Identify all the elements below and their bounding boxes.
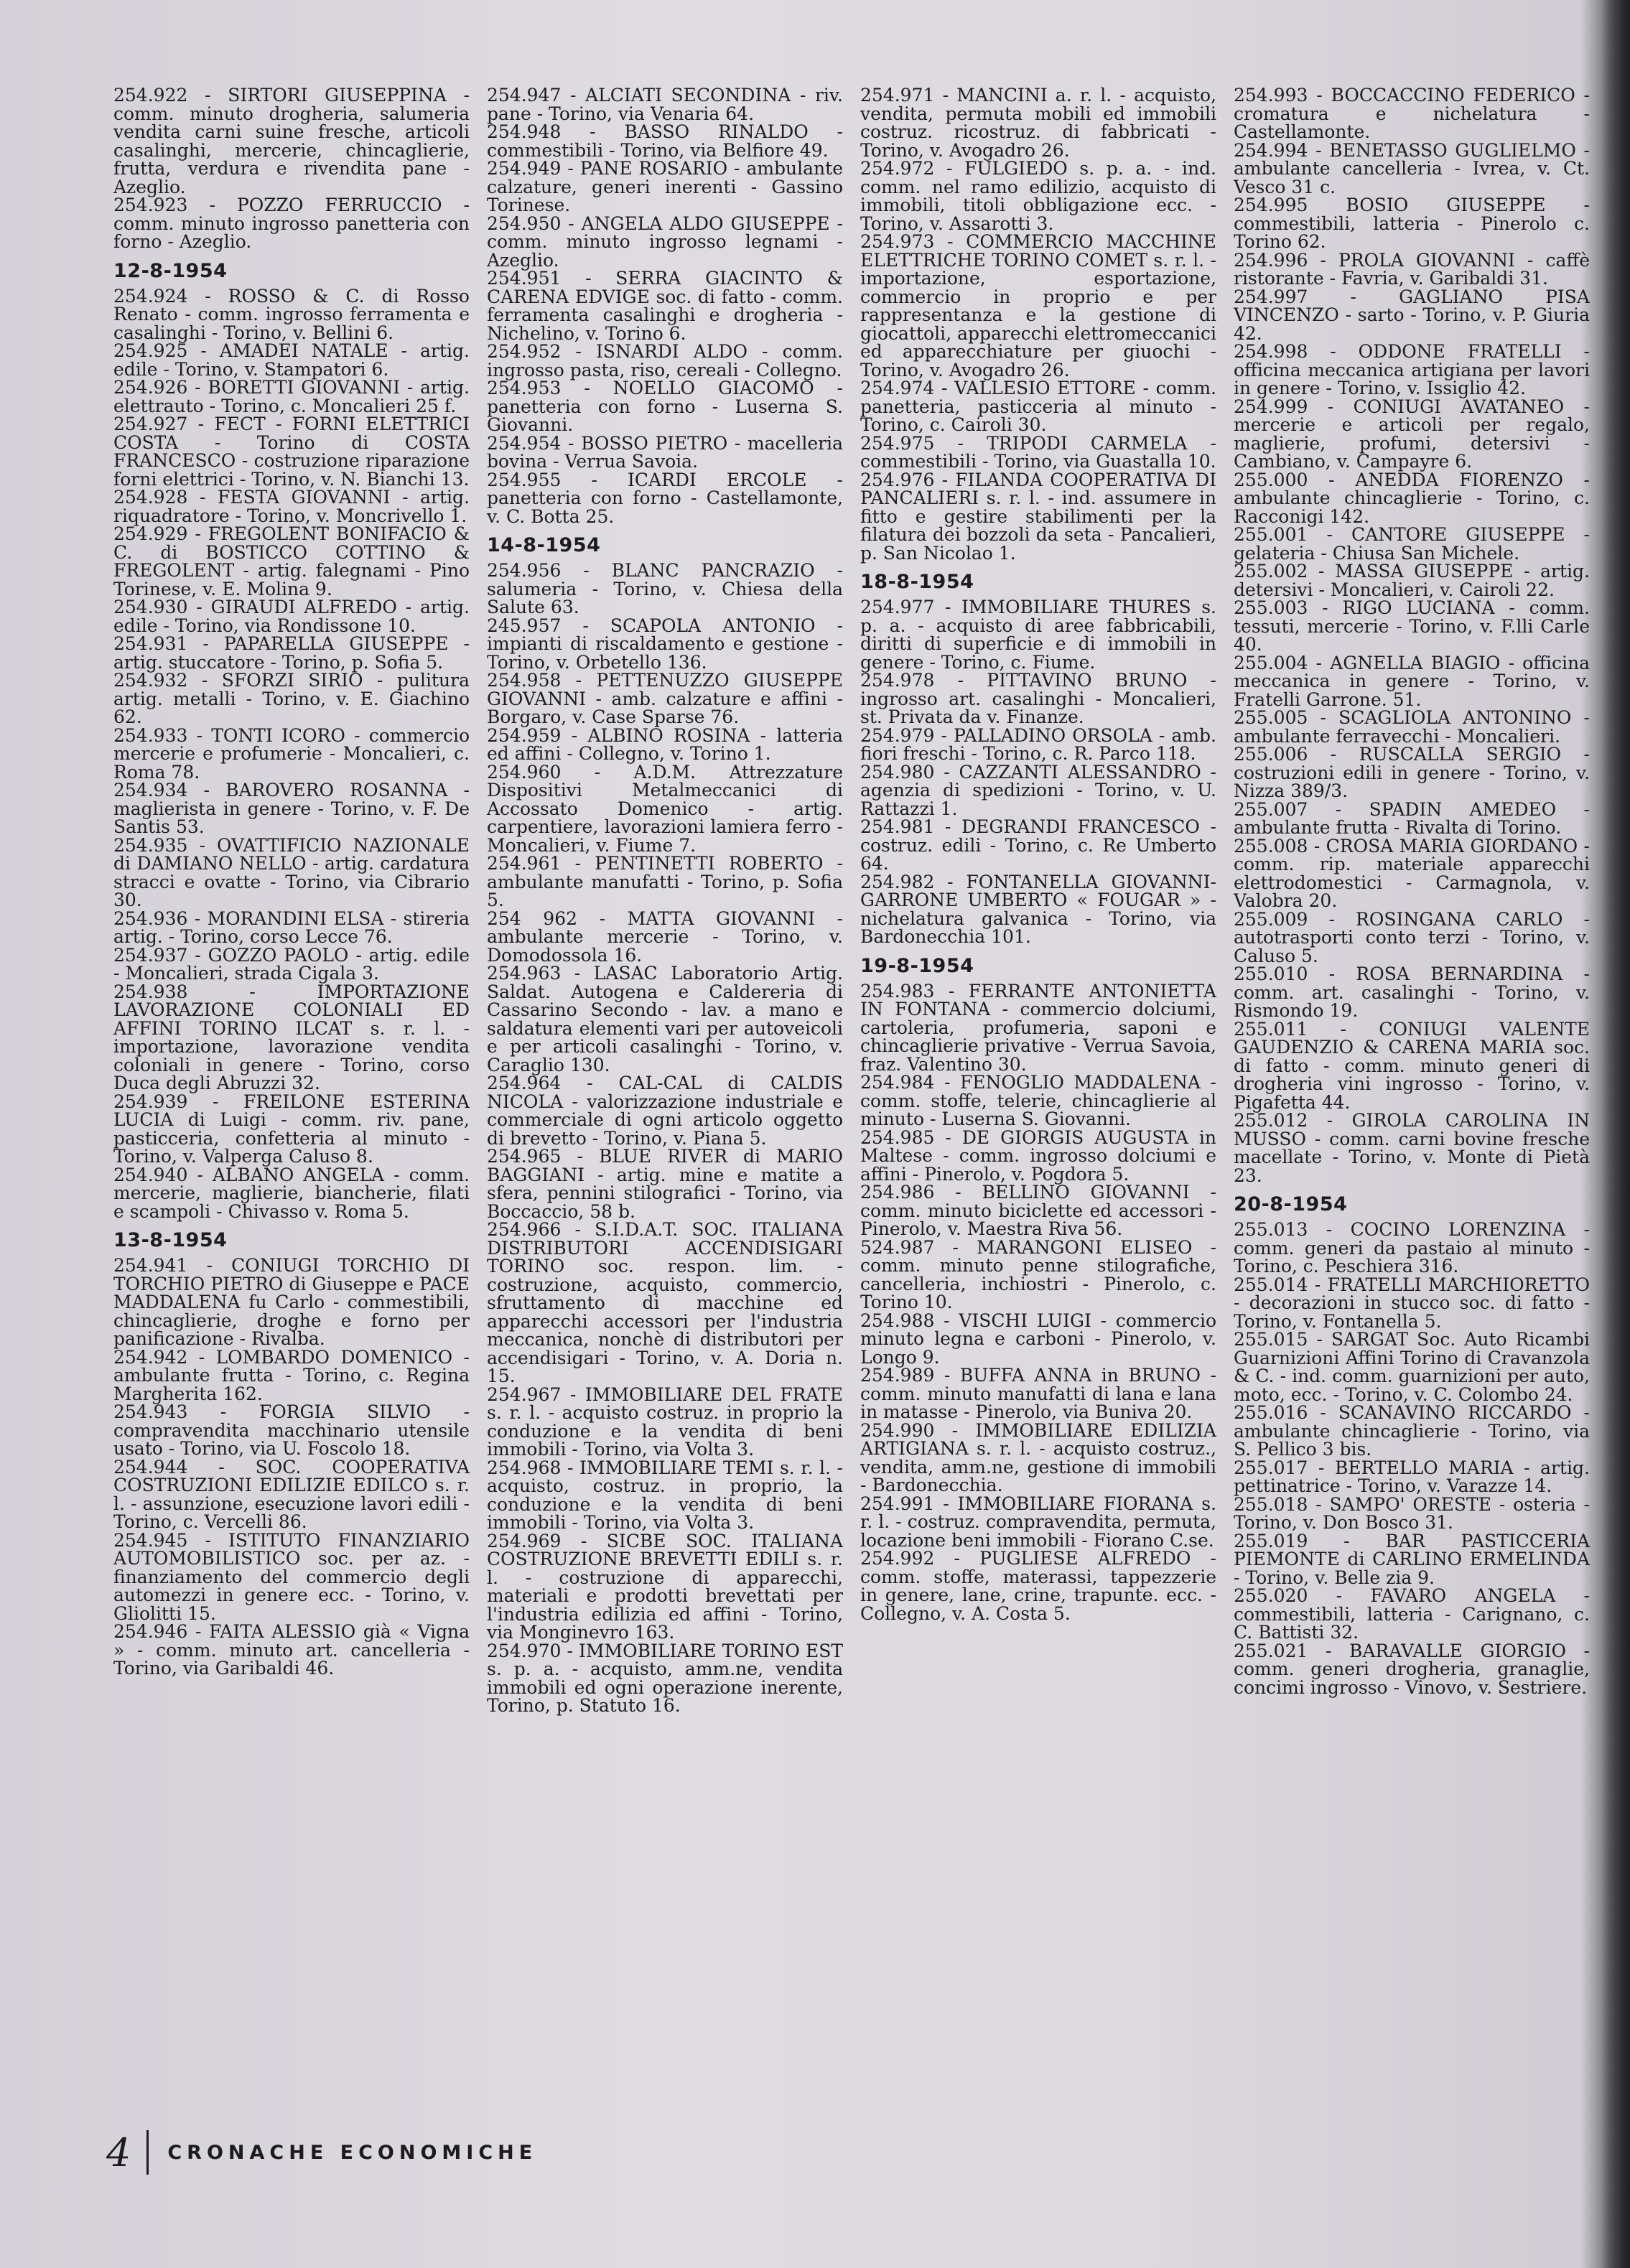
registry-entry: 254.942 - LOMBARDO DOMENICO - ambulante frutta - Torino, c. Regina Margherita 162. [113, 1346, 470, 1404]
registry-entry: 255.016 - SCANAVINO RICCARDO - ambulante chincaglierie - Torino, via S. Pellico 3 bis. [1234, 1402, 1590, 1460]
registry-entry: 254.941 - CONIUGI TORCHIO DI TORCHIO PIETRO di Giuseppe e PACE MADDALENA fu Carlo - commestibili, chincaglierie, droghe e forno per panificazione - Rivalba. [113, 1255, 470, 1349]
registry-entry: 254.958 - PETTENUZZO GIUSEPPE GIOVANNI - amb. calzature e affini - Borgaro, v. Case Sparse 76. [487, 670, 843, 727]
registry-entry: 524.987 - MARANGONI ELISEO - comm. minuto penne stilografiche, cancelleria, inchiostri - Pinerolo, c. Torino 10. [860, 1236, 1216, 1312]
date-heading: 20-8-1954 [1234, 1193, 1348, 1215]
registry-entry: 254.929 - FREGOLENT BONIFACIO & C. di BOSTICCO COTTINO & FREGOLENT - artig. falegnami - Pino Torinese, v. E. Molina 9. [113, 523, 470, 599]
registry-entry: 254.937 - GOZZO PAOLO - artig. edile - Moncalieri, strada Cigala 3. [113, 944, 470, 984]
registry-entry: 255.017 - BERTELLO MARIA - artig. pettinatrice - Torino, v. Varazze 14. [1234, 1457, 1590, 1496]
date-heading: 14-8-1954 [487, 534, 601, 556]
registry-entry: 254.977 - IMMOBILIARE THURES s. p. a. - acquisto di aree fabbricabili, diritti di superficie e di immobili in genere - Torino, c. Fiume. [860, 597, 1216, 673]
registry-entry: 254.923 - POZZO FERRUCCIO - comm. minuto ingrosso panetteria con forno - Azeglio. [113, 195, 470, 252]
registry-entry: 254.960 - A.D.M. Attrezzature Dispositivi Metalmeccanici di Accossato Domenico - artig. carpentiere, lavorazioni lamiera ferro - Moncalieri, v. Fiume 7. [487, 761, 843, 856]
date-heading: 12-8-1954 [113, 259, 228, 282]
registry-entry: 255.008 - CROSA MARIA GIORDANO - comm. rip. materiale apparecchi elettrodomestici - Carmagnola, v. Valobra 20. [1234, 835, 1590, 911]
registry-entry: 254.945 - ISTITUTO FINANZIARIO AUTOMOBILISTICO soc. per az. - finanziamento del commercio degli automezzi in genere ecc. - Torino, v. Gliolitti 15. [113, 1529, 470, 1624]
registry-entry: 255.015 - SARGAT Soc. Auto Ricambi Guarnizioni Affini Torino di Cravanzola & C. - ind. comm. guarnizioni per auto, moto, ecc. - Torino, v. C. Colombo 24. [1234, 1329, 1590, 1405]
registry-entry: 255.009 - ROSINGANA CARLO - autotrasporti conto terzi - Torino, v. Caluso 5. [1234, 908, 1590, 966]
registry-entry: 254.927 - FECT - FORNI ELETTRICI COSTA - Torino di COSTA FRANCESCO - costruzione riparazione forni elettrici - Torino, v. N. Bianchi 13. [113, 414, 470, 490]
registry-entry: 255.001 - CANTORE GIUSEPPE - gelateria - Chiusa San Michele. [1234, 524, 1590, 564]
footer-divider [146, 2130, 149, 2175]
registry-entry: 255.018 - SAMPO' ORESTE - osteria - Torino, v. Don Bosco 31. [1234, 1493, 1590, 1533]
registry-entry: 254.999 - CONIUGI AVATANEO - mercerie e articoli per regalo, maglierie, profumi, detersivi - Cambiano, v. Campayre 6. [1234, 396, 1590, 472]
registry-entry: 254.983 - FERRANTE ANTONIETTA IN FONTANA - commercio dolciumi, cartoleria, profumeria, saponi e chincaglierie privative - Verrua Savoia, fraz. Valentino 30. [860, 980, 1216, 1075]
registry-entry: 254.953 - NOELLO GIACOMO - panetteria con forno - Luserna S. Giovanni. [487, 378, 843, 435]
registry-entry: 254.998 - ODDONE FRATELLI - officina meccanica artigiana per lavori in genere - Torino, v. Issiglio 42. [1234, 341, 1590, 398]
registry-entry: 254.949 - PANE ROSARIO - ambulante calzature, generi inerenti - Gassino Torinese. [487, 158, 843, 215]
registry-entry: 254.980 - CAZZANTI ALESSANDRO - agenzia di spedizioni - Torino, v. U. Rattazzi 1. [860, 761, 1216, 819]
registry-entry: 255.000 - ANEDDA FIORENZO - ambulante chincaglierie - Torino, c. Racconigi 142. [1234, 469, 1590, 527]
page-number: 4 [106, 2129, 131, 2175]
registry-entry: 254.997 - GAGLIANO PISA VINCENZO - sarto - Torino, v. P. Giuria 42. [1234, 286, 1590, 344]
registry-entry: 254.974 - VALLESIO ETTORE - comm. panetteria, pasticceria al minuto - Torino, c. Cairoli 30. [860, 378, 1216, 435]
registry-entry: 254.944 - SOC. COOPERATIVA COSTRUZIONI EDILIZIE EDILCO s. r. l. - assunzione, esecuzione lavori edili - Torino, c. Vercelli 86. [113, 1456, 470, 1532]
registry-entry: 254.947 - ALCIATI SECONDINA - riv. pane - Torino, via Venaria 64. [487, 86, 843, 124]
binding-shadow [1601, 0, 1630, 2268]
registry-entry: 254.943 - FORGIA SILVIO - compravendita macchinario utensile usato - Torino, via U. Foscolo 18. [113, 1401, 470, 1459]
registry-entry: 254.992 - PUGLIESE ALFREDO - comm. stoffe, materassi, tappezzerie in genere, lane, crine, trapunte. ecc. - Collegno, v. A. Costa 5. [860, 1548, 1216, 1624]
registry-entry: 254.963 - LASAC Laboratorio Artig. Saldat. Autogena e Caldereria di Cassarino Secondo - lav. a mano e saldatura elementi vari per autoveicoli e per articoli casalinghi - Torino, v. Caraglio 130. [487, 963, 843, 1075]
registry-entry: 254.952 - ISNARDI ALDO - comm. ingrosso pasta, riso, cereali - Collegno. [487, 341, 843, 381]
registry-entry: 254.948 - BASSO RINALDO - commestibili - Torino, via Belfiore 49. [487, 121, 843, 161]
registry-entry: 255.006 - RUSCALLA SERGIO - costruzioni edili in genere - Torino, v. Nizza 389/3. [1234, 744, 1590, 801]
registry-entry: 254.972 - FULGIEDO s. p. a. - ind. comm. nel ramo edilizio, acquisto di immobili, titoli obbligazione ecc. - Torino, v. Assarotti 3. [860, 158, 1216, 234]
registry-entry: 255.007 - SPADIN AMEDEO - ambulante frutta - Rivalta di Torino. [1234, 798, 1590, 838]
registry-entry: 254.928 - FESTA GIOVANNI - artig. riquadratore - Torino, v. Moncrivello 1. [113, 487, 470, 526]
registry-entry: 255.004 - AGNELLA BIAGIO - officina meccanica in genere - Torino, v. Fratelli Garrone. 51. [1234, 652, 1590, 710]
registry-entry: 254.924 - ROSSO & C. di Rosso Renato - comm. ingrosso ferramenta e casalinghi - Torino, v. Bellini 6. [113, 285, 470, 343]
date-heading: 18-8-1954 [860, 571, 974, 593]
registry-entry: 254.925 - AMADEI NATALE - artig. edile - Torino, v. Stampatori 6. [113, 340, 470, 380]
registry-entry: 254 962 - MATTA GIOVANNI - ambulante mercerie - Torino, v. Domodossola 16. [487, 907, 843, 966]
registry-entry: 254.973 - COMMERCIO MACCHINE ELETTRICHE TORINO COMET s. r. l. - importazione, esportazione, commercio in proprio e per rappresentanza e la gestione di giocattoli, apparecchi elettromeccanici ed apparecchiature per giuochi - Torino, v. Avogadro 26. [860, 231, 1216, 381]
registry-entry: 254.991 - IMMOBILIARE FIORANA s. r. l. - costruz. compravendita, permuta, locazione beni immobili - Fiorano C.se. [860, 1493, 1216, 1551]
registry-entry: 254.965 - BLUE RIVER di MARIO BAGGIANI - artig. mine e matite a sfera, pennini stilografici - Torino, via Boccaccio, 58 b. [487, 1146, 843, 1222]
registry-entry: 254.976 - FILANDA COOPERATIVA DI PANCALIERI s. r. l. - ind. assumere in fitto e gestire stabilimenti per la filatura dei bozzoli da seta - Pancalieri, p. San Nicolao 1. [860, 469, 1216, 564]
registry-entry: 254.982 - FONTANELLA GIOVANNI-GARRONE UMBERTO « FOUGAR » - nichelatura galvanica - Torino, via Bardonecchia 101. [860, 871, 1216, 947]
registry-entry: 255.003 - RIGO LUCIANA - comm. tessuti, mercerie - Torino, v. F.lli Carle 40. [1234, 597, 1590, 655]
registry-entry: 254.951 - SERRA GIACINTO & CARENA EDVIGE soc. di fatto - comm. ferramenta casalinghi e drogheria - Nichelino, v. Torino 6. [487, 268, 843, 344]
registry-entry: 254.934 - BAROVERO ROSANNA - maglierista in genere - Torino, v. F. De Santis 53. [113, 780, 470, 837]
publication-title: CRONACHE ECONOMICHE [167, 2141, 538, 2164]
column-1 [105, 86, 478, 2096]
registry-entry: 254.985 - DE GIORGIS AUGUSTA in Maltese - comm. ingrosso dolciumi e affini - Pinerolo, v. Pogdora 5. [860, 1126, 1216, 1185]
registry-entry: 255.002 - MASSA GIUSEPPE - artig. detersivi - Moncalieri, v. Cairoli 22. [1234, 561, 1590, 600]
registry-entry: 254.931 - PAPARELLA GIUSEPPE - artig. stuccatore - Torino, p. Sofia 5. [113, 633, 470, 673]
registry-entry: 254.930 - GIRAUDI ALFREDO - artig. edile - Torino, via Rondissone 10. [113, 597, 470, 636]
registry-entry: 254.956 - BLANC PANCRAZIO - salumeria - Torino, v. Chiesa della Salute 63. [487, 560, 843, 617]
registry-entry: 255.013 - COCINO LORENZINA - comm. generi da pastaio al minuto - Torino, c. Peschiera 316. [1234, 1219, 1590, 1277]
registry-entry: 255.010 - ROSA BERNARDINA - comm. art. casalinghi - Torino, v. Rismondo 19. [1234, 963, 1590, 1021]
registry-entry: 254.936 - MORANDINI ELSA - stireria artig. - Torino, corso Lecce 76. [113, 907, 470, 947]
registry-entry: 255.021 - BARAVALLE GIORGIO - comm. generi drogheria, granaglie, concimi ingrosso - Vinovo, v. Sestriere. [1234, 1640, 1590, 1698]
registry-entry: 254.993 - BOCCACCINO FEDERICO - cromatura e nichelatura - Castellamonte. [1234, 86, 1590, 142]
registry-entry: 255.020 - FAVARO ANGELA - commestibili, latteria - Carignano, c. C. Battisti 32. [1234, 1585, 1590, 1643]
registry-entry: 254.955 - ICARDI ERCOLE - panetteria con forno - Castellamonte, v. C. Botta 25. [487, 469, 843, 527]
registry-entry: 255.012 - GIROLA CAROLINA IN MUSSO - comm. carni bovine fresche macellate - Torino, v. Monte di Pietà 23. [1234, 1110, 1590, 1186]
registry-entry: 254.967 - IMMOBILIARE DEL FRATE s. r. l. - acquisto costruz. in proprio la conduzione e la vendita di beni immobili - Torino, via Volta 3. [487, 1383, 843, 1460]
column-2 [478, 86, 852, 2096]
registry-entry: 254.968 - IMMOBILIARE TEMI s. r. l. - acquisto, costruz. in proprio, la conduzione e la vendita di beni immobili - Torino, via Volta 3. [487, 1457, 843, 1533]
registry-entry: 254.935 - OVATTIFICIO NAZIONALE di DAMIANO NELLO - artig. cardatura stracci e ovatte - Torino, via Cibrario 30. [113, 834, 470, 910]
registry-entry: 254.940 - ALBANO ANGELA - comm. mercerie, maglierie, biancherie, filati e scampoli - Chivasso v. Roma 5. [113, 1164, 470, 1222]
registry-entry: 254.981 - DEGRANDI FRANCESCO - costruz. edili - Torino, c. Re Umberto 64. [860, 816, 1216, 874]
column-3 [852, 86, 1225, 2096]
page-footer [106, 2131, 537, 2174]
registry-entry: 254.966 - S.I.D.A.T. SOC. ITALIANA DISTRIBUTORI ACCENDISIGARI TORINO soc. respon. lim. - costruzione, acquisto, commercio, sfruttamento di macchine ed apparecchi accessori per l'industria meccanica, nonchè di distributori per accendisigari - Torino, v. A. Doria n. 15. [487, 1219, 843, 1386]
registry-entry: 254.989 - BUFFA ANNA in BRUNO - comm. minuto manufatti di lana e lana in matasse - Pinerolo, via Buniva 20. [860, 1365, 1216, 1422]
registry-entry: 254.933 - TONTI ICORO - commercio mercerie e profumerie - Moncalieri, c. Roma 78. [113, 724, 470, 783]
listing-columns [105, 86, 1598, 2096]
registry-entry: 254.994 - BENETASSO GUGLIELMO - ambulante cancelleria - Ivrea, v. Ct. Vesco 31 c. [1234, 139, 1590, 197]
registry-entry: 254.954 - BOSSO PIETRO - macelleria bovina - Verrua Savoia. [487, 432, 843, 472]
registry-entry: 254.971 - MANCINI a. r. l. - acquisto, vendita, permuta mobili ed immobili costruz. ricostruz. di fabbricati - Torino, v. Avogadro 26. [860, 86, 1216, 161]
registry-entry: 254.938 - IMPORTAZIONE LAVORAZIONE COLONIALI ED AFFINI TORINO ILCAT s. r. l. - importazione, lavorazione vendita coloniali in genere - Torino, corso Duca degli Abruzzi 32. [113, 981, 470, 1093]
registry-entry: 254.961 - PENTINETTI ROBERTO - ambulante manufatti - Torino, p. Sofia 5. [487, 853, 843, 910]
registry-entry: 254.995 BOSIO GIUSEPPE - commestibili, latteria - Pinerolo c. Torino 62. [1234, 195, 1590, 252]
registry-entry: 254.975 - TRIPODI CARMELA - commestibili - Torino, via Guastalla 10. [860, 432, 1216, 472]
registry-entry: 254.990 - IMMOBILIARE EDILIZIA ARTIGIANA s. r. l. - acquisto costruz., vendita, amm.ne, gestione di immobili - Bardonecchia. [860, 1419, 1216, 1495]
registry-entry: 254.946 - FAITA ALESSIO già « Vigna » - comm. minuto art. cancelleria - Torino, via Garibaldi 46. [113, 1621, 470, 1679]
registry-entry: 254.978 - PITTAVINO BRUNO - ingrosso art. casalinghi - Moncalieri, st. Privata da v. Finanze. [860, 670, 1216, 727]
registry-entry: 254.970 - IMMOBILIARE TORINO EST s. p. a. - acquisto, amm.ne, vendita immobili ed ogni operazione inerente, Torino, p. Statuto 16. [487, 1640, 843, 1716]
registry-entry: 254.950 - ANGELA ALDO GIUSEPPE - comm. minuto ingrosso legnami - Azeglio. [487, 213, 843, 271]
date-heading: 19-8-1954 [860, 954, 974, 977]
registry-entry: 254.969 - SICBE SOC. ITALIANA COSTRUZIONE BREVETTI EDILI s. r. l. - costruzione di apparecchi, materiali e prodotti brevettati per l'industria edilizia ed affini - Torino, via Monginevro 163. [487, 1530, 843, 1643]
registry-entry: 254.984 - FENOGLIO MADDALENA - comm. stoffe, telerie, chincaglierie al minuto - Luserna S. Giovanni. [860, 1072, 1216, 1129]
registry-entry: 254.959 - ALBINO ROSINA - latteria ed affini - Collegno, v. Torino 1. [487, 724, 843, 764]
registry-entry: 254.988 - VISCHI LUIGI - commercio minuto legna e carboni - Pinerolo, v. Longo 9. [860, 1310, 1216, 1368]
registry-entry: 254.979 - PALLADINO ORSOLA - amb. fiori freschi - Torino, c. R. Parco 118. [860, 724, 1216, 764]
registry-entry: 255.019 - BAR PASTICCERIA PIEMONTE di CARLINO ERMELINDA - Torino, v. Belle zia 9. [1234, 1530, 1590, 1588]
registry-entry: 255.014 - FRATELLI MARCHIORETTO - decorazioni in stucco soc. di fatto - Torino, v. Fontanella 5. [1234, 1274, 1590, 1332]
registry-entry: 254.964 - CAL-CAL di CALDIS NICOLA - valorizzazione industriale e commerciale di ogni articolo oggetto di brevetto - Torino, v. Piana 5. [487, 1073, 843, 1149]
registry-entry: 254.922 - SIRTORI GIUSEPPINA - comm. minuto drogheria, salumeria vendita carni suine fresche, articoli casalinghi, mercerie, chincaglierie, frutta, verdura e rivendita pane - Azeglio. [113, 86, 470, 197]
registry-entry: 255.011 - CONIUGI VALENTE GAUDENZIO & CARENA MARIA soc. di fatto - comm. minuto generi di drogheria vini ingrosso - Torino, v. Pigafetta 44. [1234, 1018, 1590, 1113]
registry-entry: 254.932 - SFORZI SIRIO - pulitura artig. metalli - Torino, v. E. Giachino 62. [113, 670, 470, 727]
registry-entry: 245.957 - SCAPOLA ANTONIO - impianti di riscaldamento e gestione - Torino, v. Orbetello 136. [487, 615, 843, 673]
registry-entry: 254.986 - BELLINO GIOVANNI - comm. minuto biciclette ed accessori - Pinerolo, v. Maestra Riva 56. [860, 1182, 1216, 1239]
registry-entry: 254.996 - PROLA GIOVANNI - caffè ristorante - Favria, v. Garibaldi 31. [1234, 249, 1590, 289]
date-heading: 13-8-1954 [113, 1229, 228, 1251]
registry-entry: 255.005 - SCAGLIOLA ANTONINO - ambulante ferravecchi - Moncalieri. [1234, 707, 1590, 747]
column-4 [1225, 86, 1598, 2096]
registry-entry: 254.939 - FREILONE ESTERINA LUCIA di Luigi - comm. riv. pane, pasticceria, confetteria al minuto - Torino, v. Valperga Caluso 8. [113, 1091, 470, 1167]
registry-entry: 254.926 - BORETTI GIOVANNI - artig. elettrauto - Torino, c. Moncalieri 25 f. [113, 377, 470, 416]
